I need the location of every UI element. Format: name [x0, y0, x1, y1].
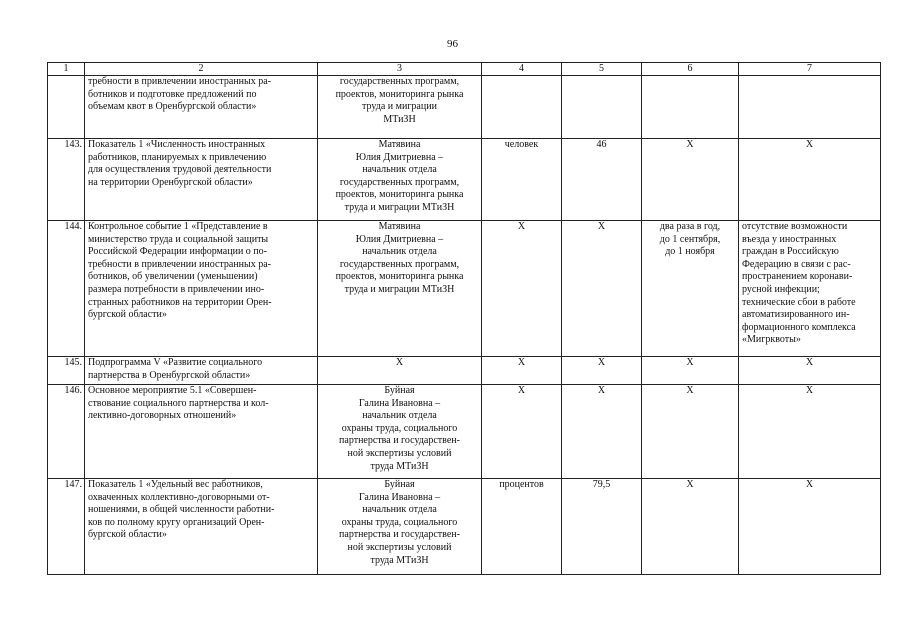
table-row — [48, 357, 881, 385]
row-unit — [482, 76, 562, 139]
row-name: Показатель 1 «Удельный вес работников, охваченных коллективно-договорными от- ношениями, в общей численности работни- ков по полному кругу организаций Орен- бургской области» — [85, 479, 318, 575]
row-responsible: Х — [318, 357, 482, 385]
row-deadline: Х — [642, 357, 739, 385]
row-note: Х — [739, 479, 881, 575]
row-name: Показатель 1 «Численность иностранных работников, планируемых к привлечению для осуществления трудовой деятельности на территории Оренбургской области» — [85, 139, 318, 221]
row-value: Х — [562, 357, 642, 385]
row-value: 79,5 — [562, 479, 642, 575]
row-unit: Х — [482, 357, 562, 385]
row-deadline: Х — [642, 479, 739, 575]
row-name: Подпрограмма V «Развитие социального партнерства в Оренбургской области» — [85, 357, 318, 385]
row-unit: человек — [482, 139, 562, 221]
row-name: Основное мероприятие 5.1 «Совершен- ствование социального партнерства и кол- лективно-договорных отношений» — [85, 385, 318, 479]
column-header: 7 — [739, 63, 881, 76]
row-note — [739, 76, 881, 139]
row-name: требности в привлечении иностранных ра- ботников и подготовке предложений по объемам квот в Оренбургской области» — [85, 76, 318, 139]
row-responsible: Матявина Юлия Дмитриевна – начальник отдела государственных программ, проектов, мониторинга рынка труда и миграции МТиЗН — [318, 221, 482, 357]
row-note: Х — [739, 139, 881, 221]
column-header: 6 — [642, 63, 739, 76]
row-number: 147. — [48, 479, 85, 575]
row-responsible: Буйная Галина Ивановна – начальник отдела охраны труда, социального партнерства и государствен- ной экспертизы условий труда МТиЗН — [318, 385, 482, 479]
row-number: 144. — [48, 221, 85, 357]
row-deadline: Х — [642, 139, 739, 221]
row-note: Х — [739, 357, 881, 385]
header-row — [48, 63, 881, 76]
row-value: Х — [562, 385, 642, 479]
row-number: 145. — [48, 357, 85, 385]
row-number — [48, 76, 85, 139]
row-deadline — [642, 76, 739, 139]
column-header: 3 — [318, 63, 482, 76]
row-note: Х — [739, 385, 881, 479]
column-header: 4 — [482, 63, 562, 76]
row-unit: процентов — [482, 479, 562, 575]
row-deadline: два раза в год, до 1 сентября, до 1 ноября — [642, 221, 739, 357]
column-header: 2 — [85, 63, 318, 76]
row-value: Х — [562, 221, 642, 357]
program-table — [47, 62, 881, 575]
table-row — [48, 139, 881, 221]
row-responsible: Буйная Галина Ивановна – начальник отдела охраны труда, социального партнерства и государствен- ной экспертизы условий труда МТиЗН — [318, 479, 482, 575]
column-header: 5 — [562, 63, 642, 76]
row-value: 46 — [562, 139, 642, 221]
row-responsible: государственных программ, проектов, мониторинга рынка труда и миграции МТиЗН — [318, 76, 482, 139]
row-responsible: Матявина Юлия Дмитриевна – начальник отдела государственных программ, проектов, мониторинга рынка труда и миграции МТиЗН — [318, 139, 482, 221]
table-row — [48, 221, 881, 357]
row-deadline: Х — [642, 385, 739, 479]
page-number: 96 — [447, 38, 458, 50]
row-name: Контрольное событие 1 «Представление в министерство труда и социальной защиты Российской Федерации информации о по- требности в привлечении иностранных ра- ботников, об увеличении (уменьшении) размера потребности в привлечении ино- странных работников на территории Орен- бургской области» — [85, 221, 318, 357]
column-header: 1 — [48, 63, 85, 76]
table-row — [48, 76, 881, 139]
row-note: отсутствие возможности въезда у иностранных граждан в Российскую Федерацию в связи с рас- пространением коронави- русной инфекции; технические сбои в работе автоматизированного ин- формационного комплекса «Мигрквоты» — [739, 221, 881, 357]
row-number: 146. — [48, 385, 85, 479]
row-number: 143. — [48, 139, 85, 221]
table-row — [48, 479, 881, 575]
row-unit: Х — [482, 221, 562, 357]
row-value — [562, 76, 642, 139]
table-row — [48, 385, 881, 479]
row-unit: Х — [482, 385, 562, 479]
